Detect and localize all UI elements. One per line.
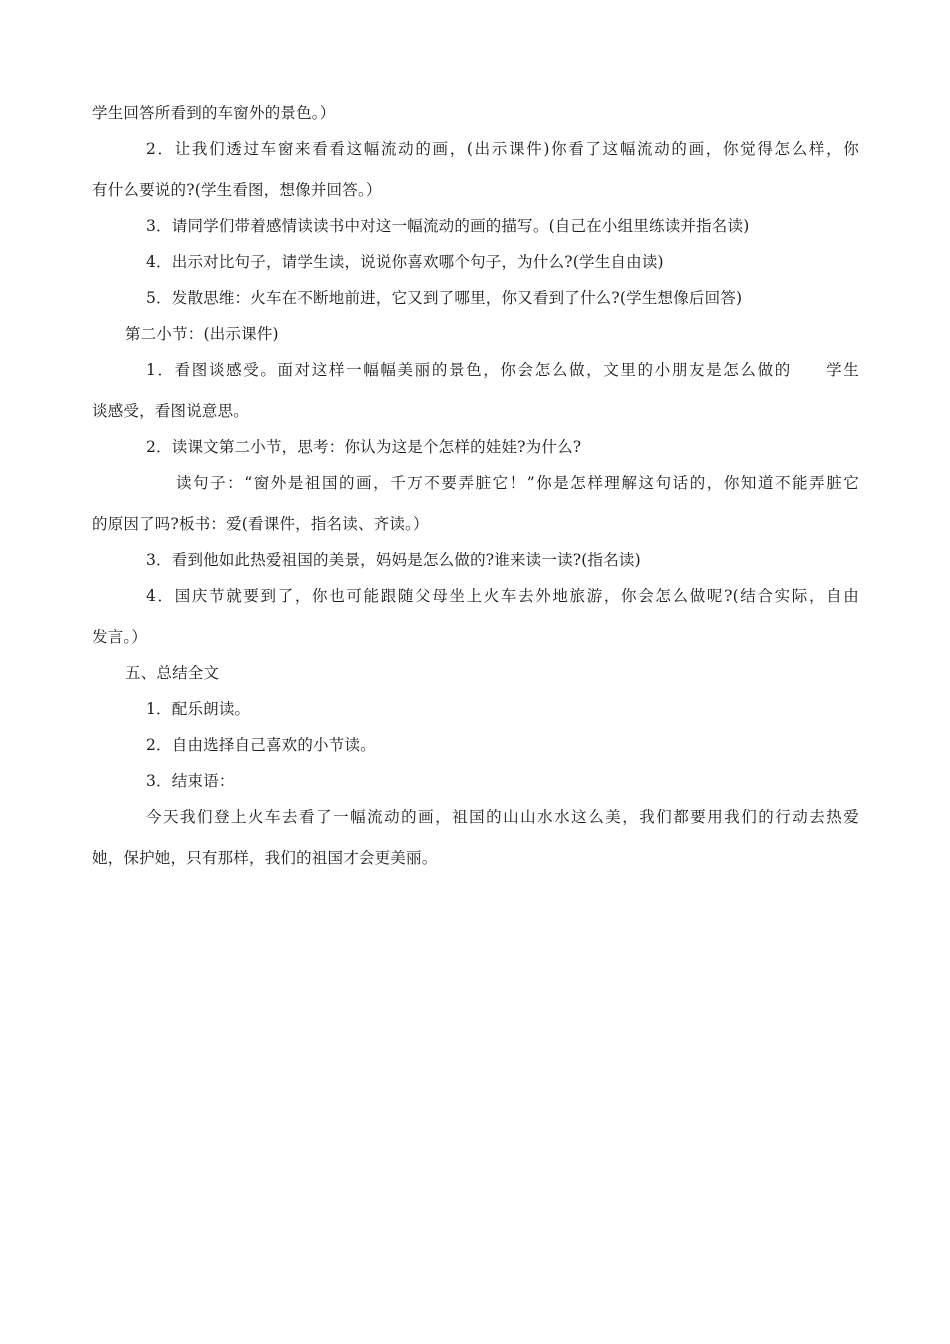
numbered-item-1: 1．看图谈感受。面对这样一幅幅美丽的景色，你会怎么做，文里的小朋友是怎么做的 学生 [146,361,859,379]
paragraph-line: 的原因了吗?板书：爱(看课件，指名读、齐读。） [92,515,429,533]
section-heading: 五、总结全文 [125,664,220,682]
paragraph-line: 发言。） [92,628,148,646]
numbered-item-5: 5．发散思维：火车在不断地前进，它又到了哪里，你又看到了什么?(学生想像后回答) [146,289,743,307]
paragraph-line: 她，保护她，只有那样，我们的祖国才会更美丽。 [92,849,438,867]
numbered-item-2: 2．读课文第二小节，思考：你认为这是个怎样的娃娃?为什么? [146,438,582,456]
section-heading: 第二小节：(出示课件) [125,325,279,343]
paragraph-line: 读句子：“窗外是祖国的画，千万不要弄脏它！”你是怎样理解这句话的，你知道不能弄脏它 [176,474,859,492]
numbered-item-2: 2．让我们透过车窗来看看这幅流动的画，(出示课件)你看了这幅流动的画，你觉得怎么样，你 [146,140,859,158]
numbered-item-3: 3．请同学们带着感情读读书中对这一幅流动的画的描写。(自己在小组里练读并指名读) [146,217,750,235]
numbered-item-1: 1．配乐朗读。 [146,700,251,718]
numbered-item-4: 4．国庆节就要到了，你也可能跟随父母坐上火车去外地旅游，你会怎么做呢?(结合实际，自由 [146,587,859,605]
paragraph-line: 谈感受，看图说意思。 [92,402,250,420]
paragraph-line: 有什么要说的?(学生看图，想像并回答。） [92,181,382,199]
numbered-item-4: 4．出示对比句子，请学生读，说说你喜欢哪个句子，为什么?(学生自由读) [146,253,664,271]
numbered-item-3: 3．结束语： [146,772,235,790]
paragraph-line: 今天我们登上火车去看了一幅流动的画，祖国的山山水水这么美，我们都要用我们的行动去热爱 [146,808,859,826]
numbered-item-3: 3．看到他如此热爱祖国的美景，妈妈是怎么做的?谁来读一读?(指名读) [146,551,641,569]
numbered-item-2: 2．自由选择自己喜欢的小节读。 [146,736,376,754]
paragraph-line: 学生回答所看到的车窗外的景色。） [92,104,336,122]
